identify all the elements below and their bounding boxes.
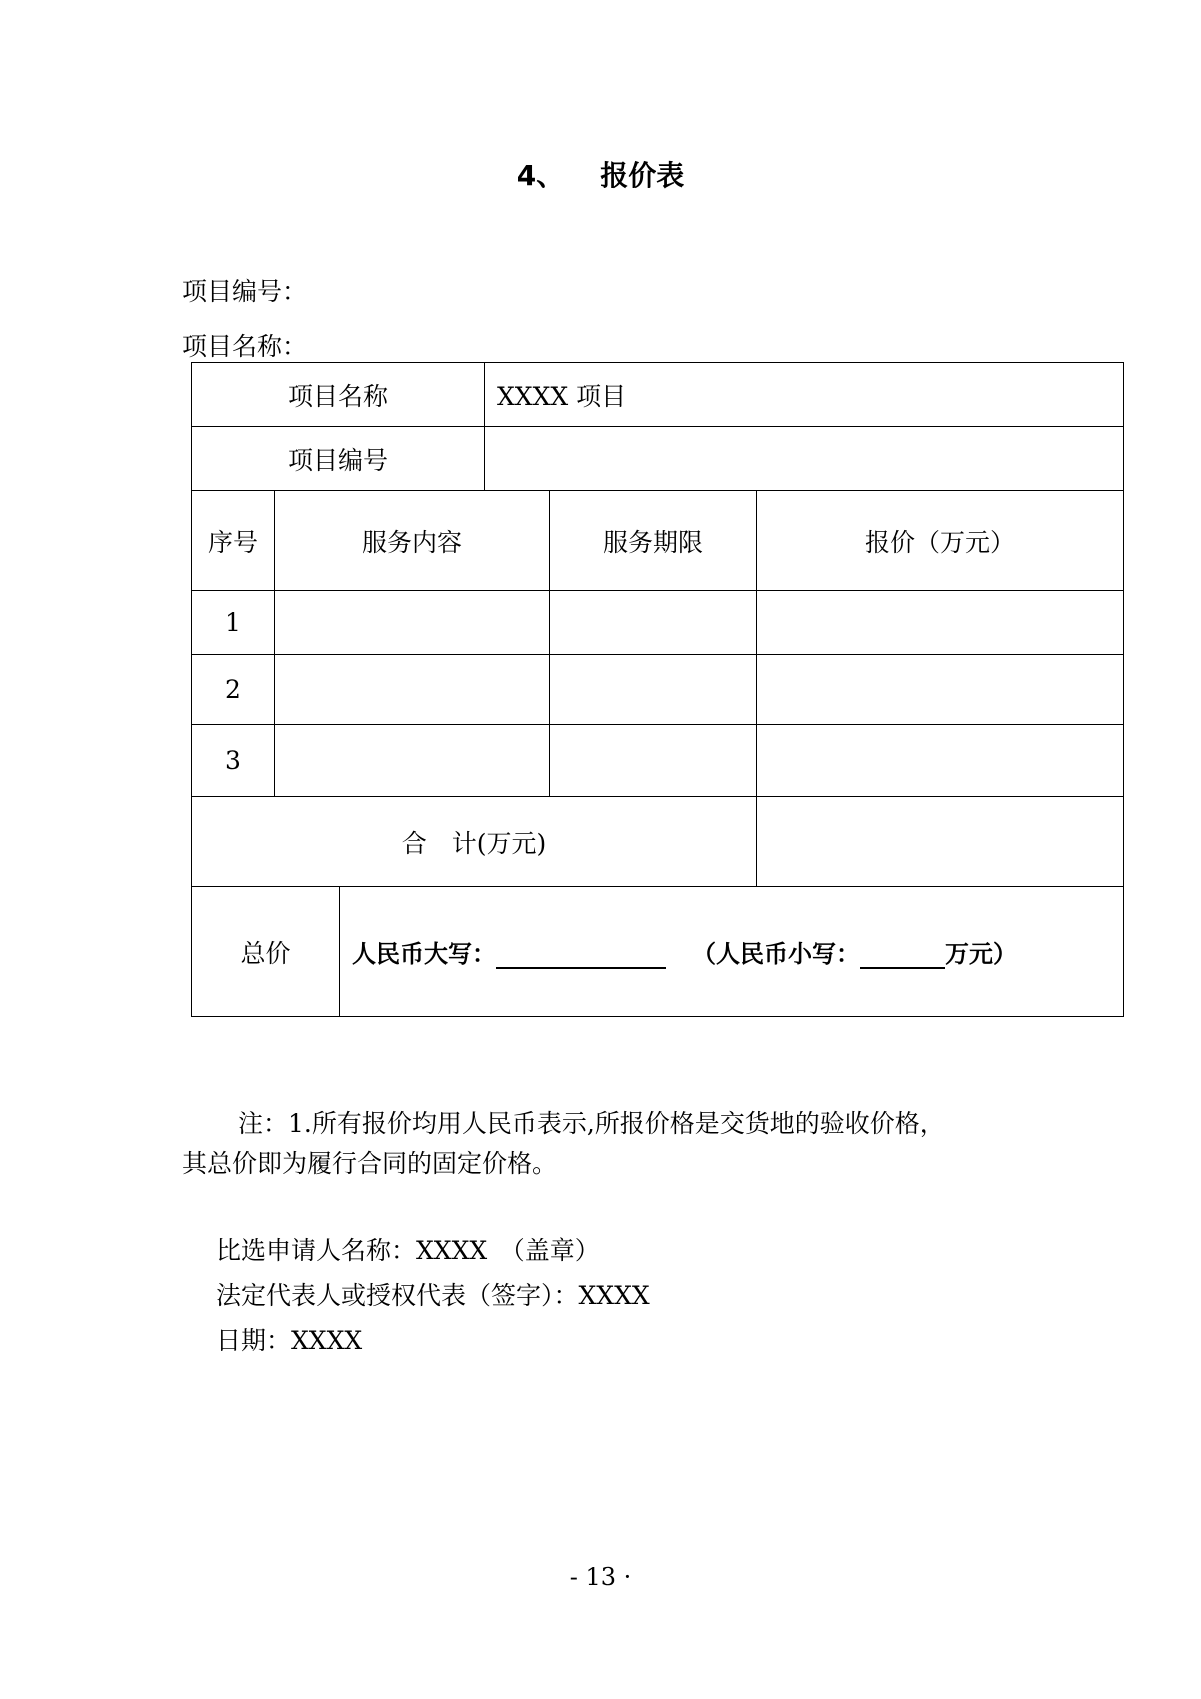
project-number-row	[192, 427, 1124, 491]
col-header-period: 服务期限	[550, 491, 757, 591]
note-line-2: 其总价即为履行合同的固定价格。	[182, 1149, 558, 1178]
project-name-label: 项目名称：	[182, 332, 308, 361]
row-price-cell	[757, 591, 1124, 655]
row-period-cell	[550, 655, 757, 725]
table-row	[192, 725, 1124, 797]
row-content-cell	[275, 725, 550, 797]
col-header-content: 服务内容	[275, 491, 550, 591]
project-number-value-cell	[485, 427, 1124, 491]
sign-date: 日期：XXXX	[216, 1326, 363, 1355]
table-row	[192, 655, 1124, 725]
column-header-row	[192, 491, 1124, 591]
row-price-cell	[757, 725, 1124, 797]
total-lower-suffix: 万元）	[945, 940, 1017, 968]
total-row	[192, 887, 1124, 1017]
total-upper-blank	[496, 939, 666, 969]
subtotal-row	[192, 797, 1124, 887]
representative-signature: 法定代表人或授权代表（签字）：XXXX	[216, 1281, 650, 1310]
row-period-cell	[550, 591, 757, 655]
col-header-price: 报价（万元）	[757, 491, 1124, 591]
title-text: 报价表	[600, 159, 685, 192]
row-content-cell	[275, 591, 550, 655]
row-seq-cell: 2	[192, 655, 275, 725]
project-name-value-cell: XXXX 项目	[485, 363, 1124, 427]
project-number-header-cell: 项目编号	[192, 427, 485, 491]
row-price-cell	[757, 655, 1124, 725]
project-name-header-cell: 项目名称	[192, 363, 485, 427]
row-period-cell	[550, 725, 757, 797]
total-label-cell: 总价	[192, 887, 340, 1017]
note-line-1: 注：1.所有报价均用人民币表示,所报价格是交货地的验收价格，	[238, 1109, 945, 1138]
total-upper-label: 人民币大写：	[352, 940, 496, 968]
total-lower-blank	[860, 939, 945, 969]
subtotal-value-cell	[757, 797, 1124, 887]
table-row	[192, 591, 1124, 655]
project-number-label: 项目编号：	[182, 277, 308, 306]
applicant-name: 比选申请人名称：XXXX （盖章）	[216, 1236, 600, 1265]
title-number: 4、	[516, 159, 565, 192]
row-seq-cell: 3	[192, 725, 275, 797]
page-number: - 13 ·	[569, 1563, 632, 1591]
quote-table	[191, 362, 1124, 1017]
total-lower-prefix: （人民币小写：	[692, 940, 860, 968]
page-title	[0, 158, 1201, 194]
row-content-cell	[275, 655, 550, 725]
subtotal-label-cell: 合 计(万元)	[192, 797, 757, 887]
total-value-cell	[340, 887, 1124, 1017]
col-header-seq: 序号	[192, 491, 275, 591]
row-seq-cell: 1	[192, 591, 275, 655]
project-name-row	[192, 363, 1124, 427]
